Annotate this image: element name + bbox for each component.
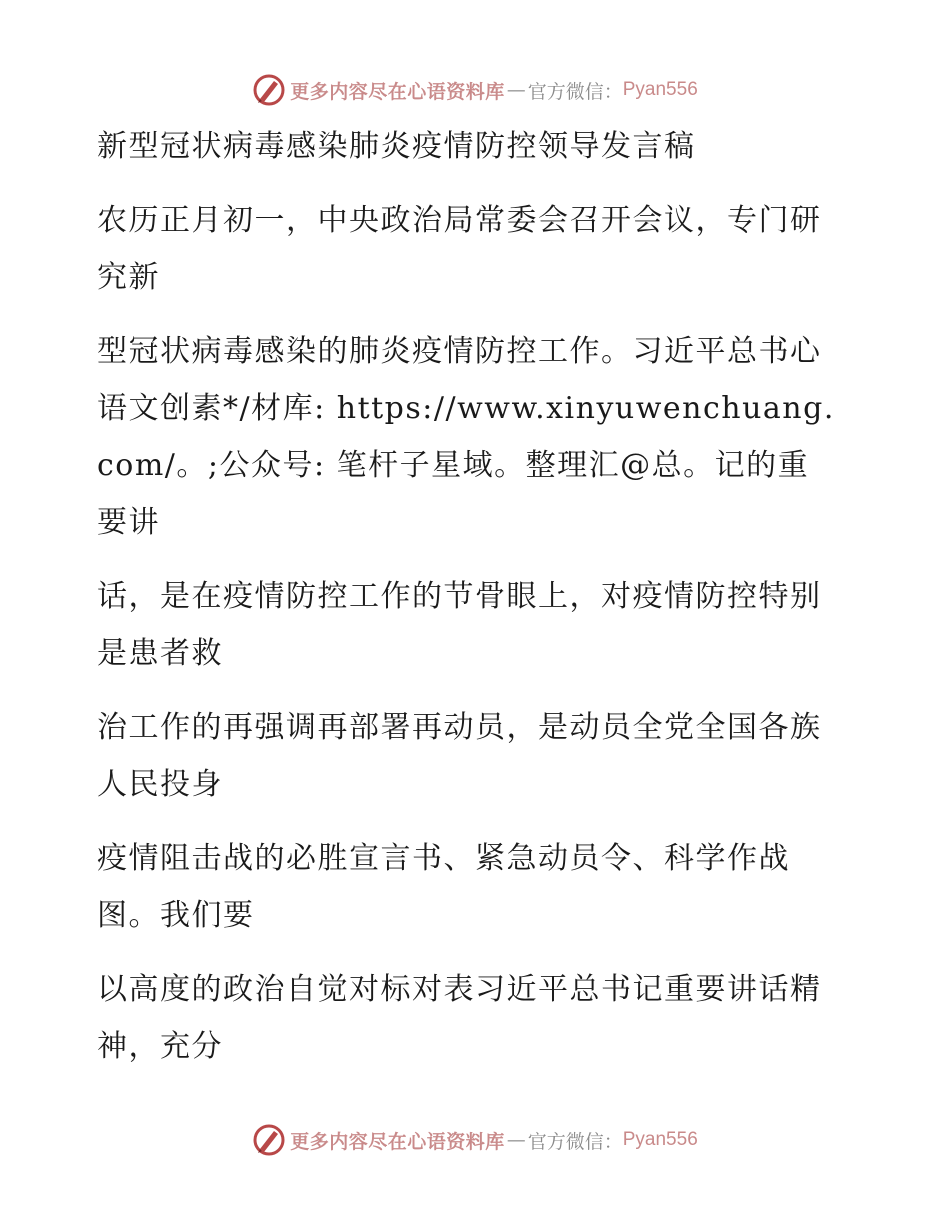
paragraph: 型冠状病毒感染的肺炎疫情防控工作。习近平总书心语文创素*/材库: https://www.xinyuwenchuang.com/。;公众号: 笔杆子星域。整理汇@总。记的重要讲	[97, 334, 835, 540]
watermark-banner-bottom	[0, 1120, 950, 1160]
paragraph: 以高度的政治自觉对标对表习近平总书记重要讲话精神，充分	[97, 972, 822, 1064]
watermark-wechat-id: Pyan556	[622, 79, 698, 100]
paragraph: 农历正月初一，中央政治局常委会召开会议，专门研究新	[97, 203, 822, 295]
watermark-wechat-label: 官方微信：	[527, 1130, 623, 1153]
watermark-site-text: 更多内容尽在心语资料库	[290, 80, 505, 103]
watermark-dash: —	[506, 79, 526, 101]
paragraph: 治工作的再强调再部署再动员，是动员全党全国各族人民投身	[97, 710, 822, 802]
pen-logo-icon	[252, 1123, 286, 1157]
document-title: 新型冠状病毒感染肺炎疫情防控领导发言稿	[97, 129, 696, 164]
watermark-dash: —	[506, 1129, 526, 1151]
watermark-banner-top	[0, 70, 950, 110]
watermark-site-text: 更多内容尽在心语资料库	[290, 1130, 505, 1153]
paragraph: 话，是在疫情防控工作的节骨眼上，对疫情防控特别是患者救	[97, 579, 822, 671]
watermark-wechat-id: Pyan556	[622, 1129, 698, 1150]
watermark-wechat-label: 官方微信：	[527, 80, 623, 103]
document-body	[97, 118, 837, 1092]
paragraph: 疫情阻击战的必胜宣言书、紧急动员令、科学作战图。我们要	[97, 841, 790, 933]
pen-logo-icon	[252, 73, 286, 107]
